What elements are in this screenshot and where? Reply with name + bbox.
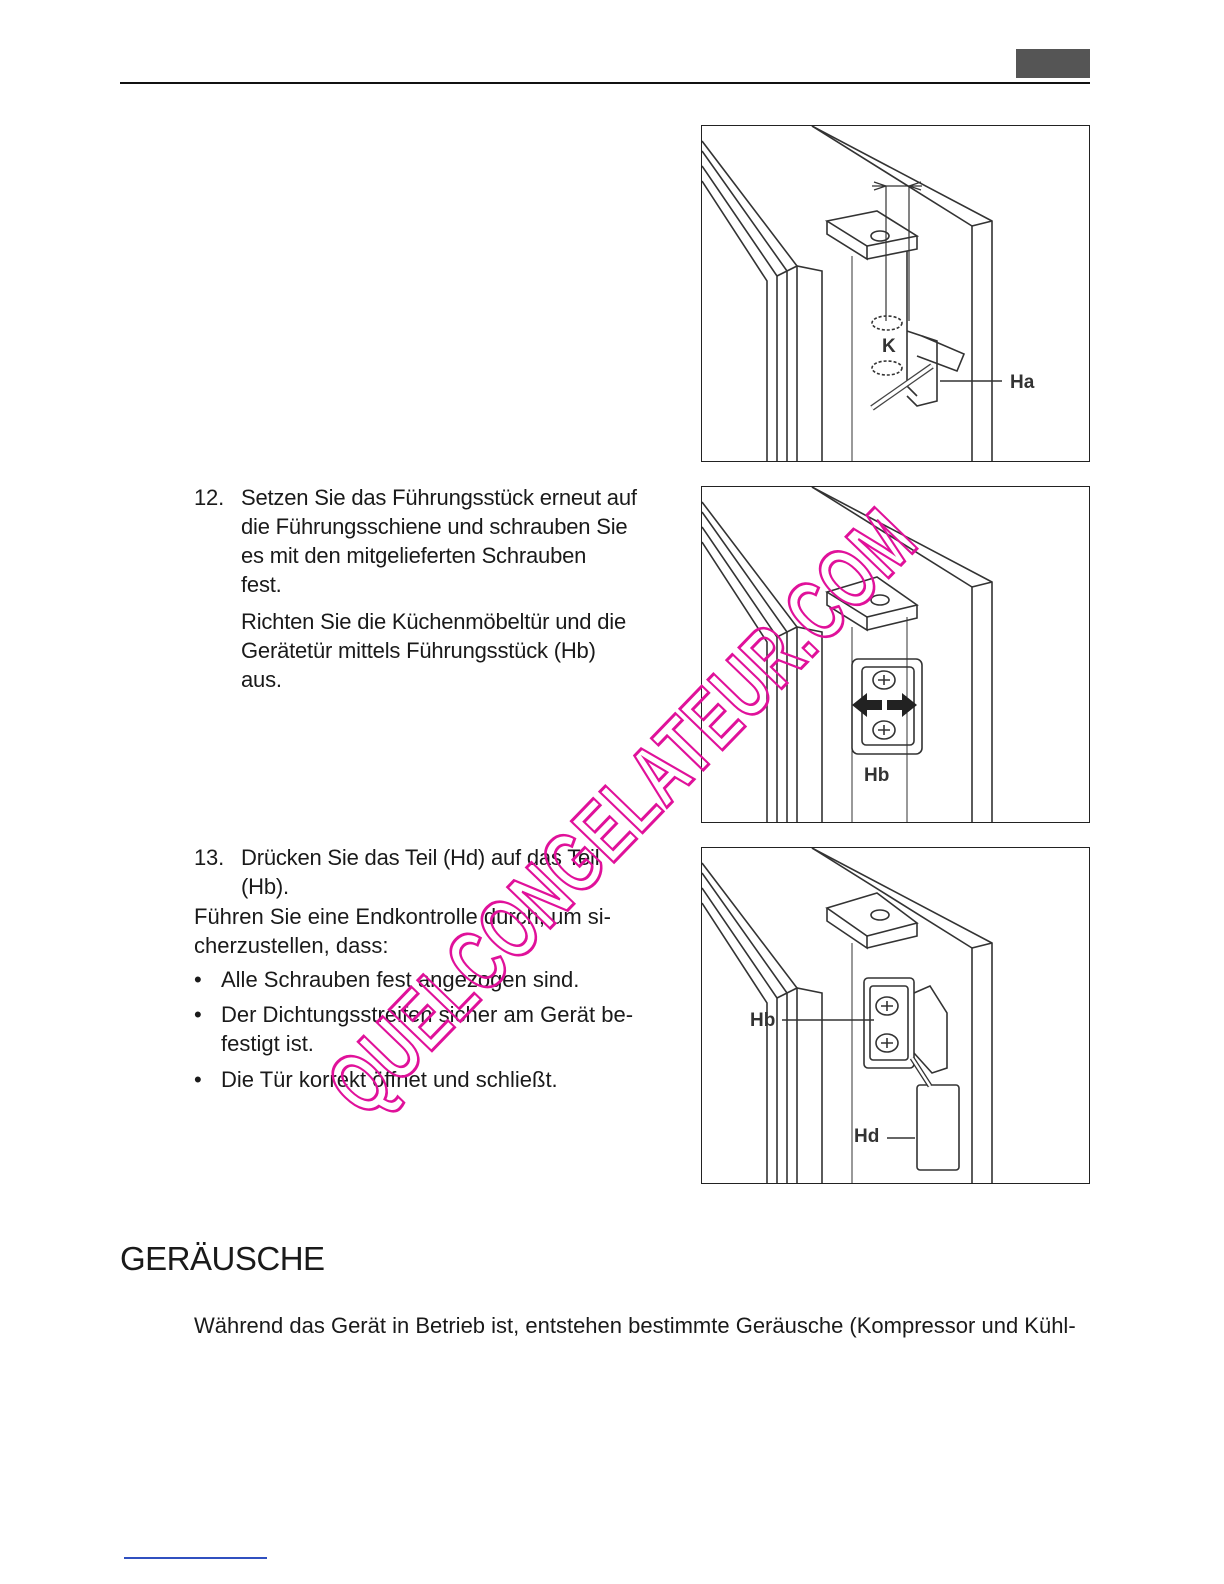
header-rule — [120, 82, 1090, 84]
bullet-dot: • — [194, 1002, 202, 1027]
bullet-text: festigt ist. — [221, 1031, 314, 1056]
figure-3-drawing — [702, 848, 1089, 1183]
bullet-text: Die Tür korrekt öffnet und schließt. — [221, 1067, 558, 1092]
label-hb: Hb — [750, 1010, 776, 1031]
label-hb: Hb — [864, 765, 890, 786]
step-12-line: Richten Sie die Küchenmöbeltür und die — [241, 609, 626, 634]
step-12-line: Setzen Sie das Führungsstück erneut auf — [241, 485, 637, 510]
step-12-line: es mit den mitgelieferten Schrauben — [241, 543, 587, 568]
bullet-dot: • — [194, 1067, 202, 1092]
section-body: Während das Gerät in Betrieb ist, entstehen bestimmte Geräusche (Kompressor und Kühl- — [194, 1313, 1076, 1338]
label-k: K — [882, 336, 896, 357]
label-hd: Hd — [854, 1126, 880, 1147]
final-check-line: cherzustellen, dass: — [194, 933, 389, 958]
watermark-text: QUELCONGELATEUR.COM — [309, 473, 948, 1134]
figure-hinge-adjust — [701, 125, 1090, 462]
step-12-number: 12. — [194, 485, 224, 510]
bullet-text: Alle Schrauben fest angezogen sind. — [221, 967, 580, 992]
header-tab — [1016, 49, 1090, 78]
step-13-line: (Hb). — [241, 874, 289, 899]
figure-cover-press — [701, 847, 1090, 1184]
step-12-line: fest. — [241, 572, 282, 597]
step-13-number: 13. — [194, 845, 224, 870]
bullet-text: Der Dichtungsstreifen sicher am Gerät be- — [221, 1002, 634, 1027]
label-ha: Ha — [1010, 372, 1035, 393]
footer-link-underline — [124, 1557, 267, 1559]
figure-1-drawing — [702, 126, 1089, 461]
step-12-line: die Führungsschiene und schrauben Sie — [241, 514, 628, 539]
final-check-line: Führen Sie eine Endkontrolle durch, um si- — [194, 904, 611, 929]
step-12 — [194, 483, 654, 693]
step-12-text — [241, 483, 641, 694]
step-12-line: aus. — [241, 667, 282, 692]
bullet-dot: • — [194, 967, 202, 992]
step-13-line: Drücken Sie das Teil (Hd) auf das Teil — [241, 845, 600, 870]
step-12-line: Gerätetür mittels Führungsstück (Hb) — [241, 638, 596, 663]
section-title: GERÄUSCHE — [120, 1240, 325, 1277]
